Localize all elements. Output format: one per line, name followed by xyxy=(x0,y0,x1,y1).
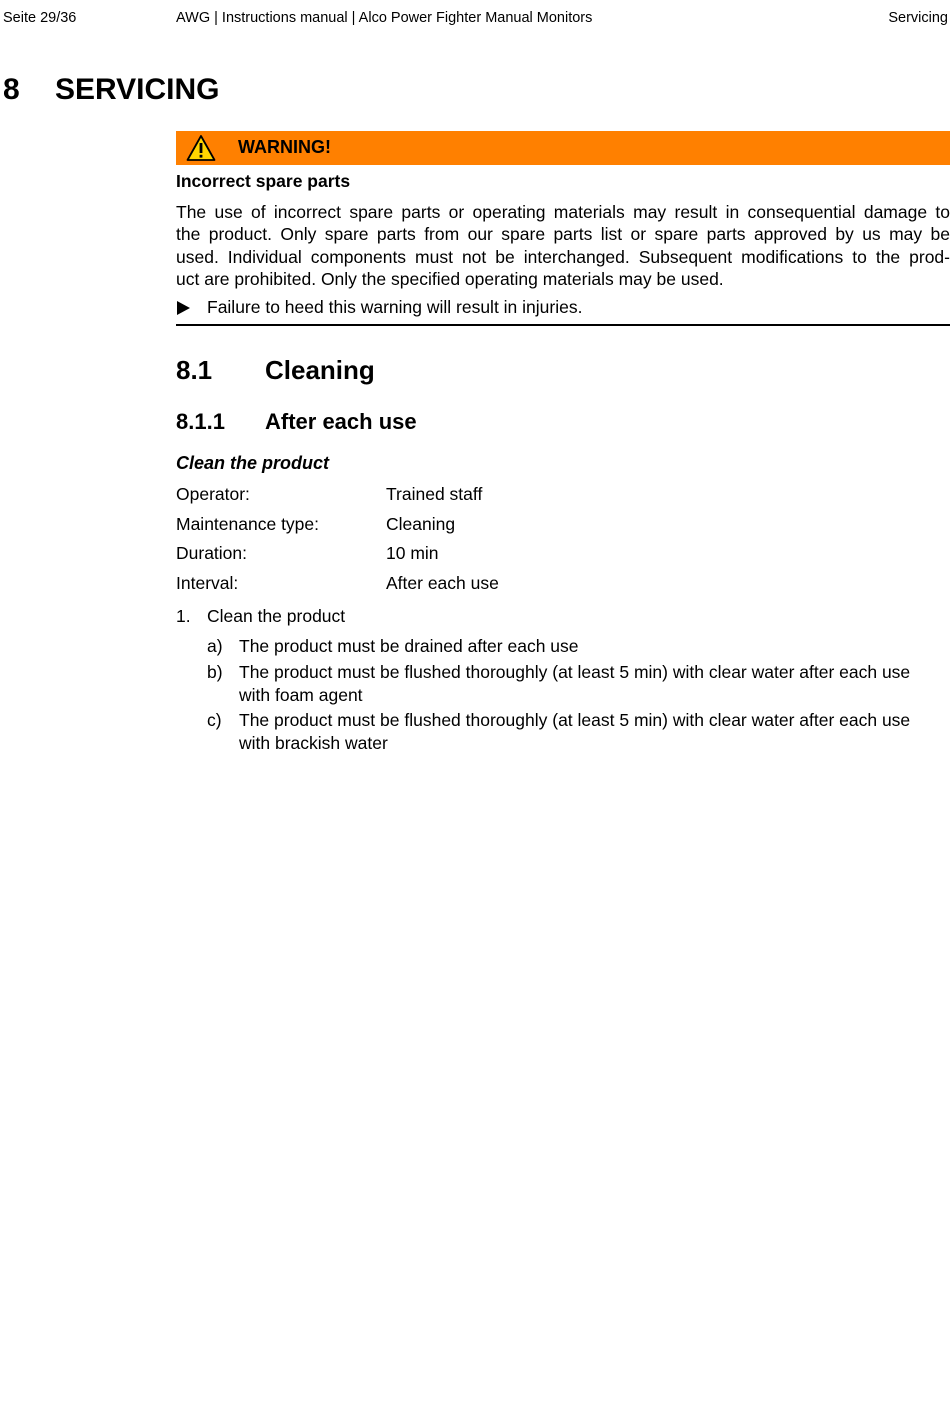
info-key-duration: Duration: xyxy=(176,543,248,563)
chapter-number: 8 xyxy=(3,73,20,106)
warning-title: Incorrect spare parts xyxy=(176,171,351,191)
info-value-operator: Trained staff xyxy=(386,484,483,504)
warning-triangle-icon xyxy=(186,134,216,162)
task-title: Clean the product xyxy=(176,453,330,473)
step-text: Clean the product xyxy=(207,606,346,626)
substep-text-continued: with foam agent xyxy=(239,685,363,705)
substep-text: The product must be drained after each use xyxy=(239,636,579,656)
substep-letter: b) xyxy=(207,662,223,682)
info-key-operator: Operator: xyxy=(176,484,250,504)
subsection-title: After each use xyxy=(265,409,417,434)
warning-body-line: uct are prohibited. Only the specified operating materials may be used. xyxy=(176,269,724,290)
substep-letter: c) xyxy=(207,710,222,730)
action-arrow-icon xyxy=(177,301,190,315)
step-number: 1. xyxy=(176,606,191,626)
warning-body-line: the product. Only spare parts from our spare parts list or spare parts approved by us may be xyxy=(176,224,950,245)
info-key-maintenance-type: Maintenance type: xyxy=(176,514,320,534)
section-title: Cleaning xyxy=(265,355,375,385)
warning-body-line: used. Individual components must not be interchanged. Subsequent modifications to the prod- xyxy=(176,246,950,267)
substep-text-continued: with brackish water xyxy=(239,733,388,753)
warning-body-line: The use of incorrect spare parts or operating materials may result in consequential damage to xyxy=(176,202,950,222)
info-value-maintenance-type: Cleaning xyxy=(386,514,456,534)
running-section-title: Servicing xyxy=(888,10,948,26)
warning-body xyxy=(176,201,950,291)
warning-action: Failure to heed this warning will result in injuries. xyxy=(207,297,583,317)
page-number: Seite 29/36 xyxy=(3,10,77,26)
info-value-interval: After each use xyxy=(386,573,499,593)
info-value-duration: 10 min xyxy=(386,543,439,563)
warning-divider xyxy=(176,324,950,326)
warning-banner xyxy=(176,131,950,165)
document-title: AWG | Instructions manual | Alco Power Fighter Manual Monitors xyxy=(176,10,593,26)
substep-text: The product must be flushed thoroughly (at least 5 min) with clear water after each use xyxy=(239,662,911,682)
subsection-number: 8.1.1 xyxy=(176,409,225,434)
chapter-title: SERVICING xyxy=(55,73,220,106)
warning-label: WARNING! xyxy=(238,137,331,157)
section-number: 8.1 xyxy=(176,355,213,385)
substep-letter: a) xyxy=(207,636,223,656)
substep-text: The product must be flushed thoroughly (at least 5 min) with clear water after each use xyxy=(239,710,911,730)
info-key-interval: Interval: xyxy=(176,573,239,593)
